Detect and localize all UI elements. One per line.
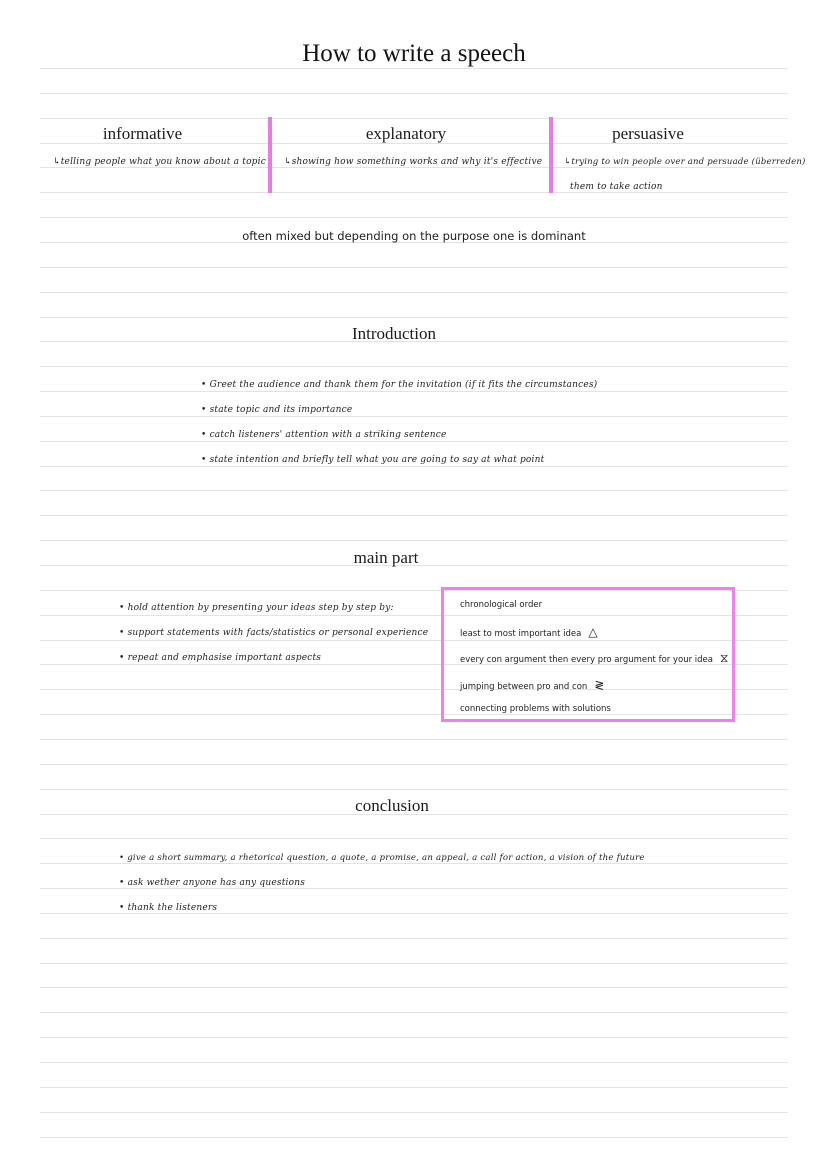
type-heading-persuasive: persuasive xyxy=(612,124,684,143)
ruled-line xyxy=(40,416,788,417)
ruled-line xyxy=(40,292,788,293)
type-note-explanatory: ↳showing how something works and why it's effective xyxy=(284,157,543,167)
ruled-lines xyxy=(40,0,788,1171)
page-title: How to write a speech xyxy=(302,40,526,67)
ruled-line xyxy=(40,1062,788,1063)
ruled-line xyxy=(40,938,788,939)
ruled-line xyxy=(40,987,788,988)
type-note-informative: ↳telling people what you know about a topic xyxy=(53,157,266,167)
ruled-line xyxy=(40,118,788,119)
list-item: • ask wether anyone has any questions xyxy=(119,878,306,888)
type-note-persuasive: ↳trying to win people over and persuade (überreden) xyxy=(564,157,806,167)
type-note-persuasive-cont: them to take action xyxy=(570,182,663,192)
ruled-line xyxy=(40,888,788,889)
ruled-line xyxy=(40,490,788,491)
ruled-line xyxy=(40,764,788,765)
ruled-line xyxy=(40,963,788,964)
ruled-line xyxy=(40,391,788,392)
ruled-line xyxy=(40,789,788,790)
ruled-line xyxy=(40,1087,788,1088)
ruled-line xyxy=(40,68,788,69)
ruled-line xyxy=(40,1012,788,1013)
ruled-line xyxy=(40,913,788,914)
box-item-jumping: jumping between pro and con ≷ xyxy=(460,678,605,692)
list-item: • thank the listeners xyxy=(119,903,218,913)
section-heading-main-part: main part xyxy=(353,548,419,567)
list-item: • support statements with facts/statistics or personal experience xyxy=(119,628,429,638)
type-heading-explanatory: explanatory xyxy=(365,124,447,143)
ruled-line xyxy=(40,1037,788,1038)
zigzag-icon: ≷ xyxy=(594,678,605,692)
box-item-problems-solutions: connecting problems with solutions xyxy=(460,704,611,714)
box-item-least-to-most: least to most important idea △ xyxy=(460,625,598,639)
ruled-line xyxy=(40,1137,788,1138)
hourglass-icon: ⧖ xyxy=(719,651,729,665)
ruled-line xyxy=(40,441,788,442)
triangle-icon: △ xyxy=(588,625,598,639)
type-heading-informative: informative xyxy=(102,124,183,143)
list-item: • give a short summary, a rhetorical question, a quote, a promise, an appeal, a call for action, a vision of the future xyxy=(119,853,645,863)
list-item: • catch listeners' attention with a striking sentence xyxy=(201,430,447,440)
list-item: • hold attention by presenting your ideas step by step by: xyxy=(119,603,394,613)
box-item-chronological: chronological order xyxy=(460,600,543,610)
ruled-line xyxy=(40,1112,788,1113)
ruled-line xyxy=(40,93,788,94)
list-item: • state topic and its importance xyxy=(201,405,353,415)
ruled-line xyxy=(40,317,788,318)
section-heading-conclusion: conclusion xyxy=(355,796,429,815)
ruled-line xyxy=(40,466,788,467)
ruled-line xyxy=(40,192,788,193)
mixed-note: often mixed but depending on the purpose one is dominant xyxy=(242,229,586,243)
list-item: • state intention and briefly tell what you are going to say at what point xyxy=(201,455,545,465)
ruled-line xyxy=(40,366,788,367)
ruled-line xyxy=(40,267,788,268)
ruled-line xyxy=(40,863,788,864)
box-item-con-then-pro: every con argument then every pro argument for your idea ⧖ xyxy=(460,651,729,665)
section-heading-introduction: Introduction xyxy=(351,324,437,343)
ruled-line xyxy=(40,167,788,168)
list-item: • repeat and emphasise important aspects xyxy=(119,653,322,663)
ruled-line xyxy=(40,217,788,218)
ruled-line xyxy=(40,739,788,740)
list-item: • Greet the audience and thank them for the invitation (if it fits the circumstances) xyxy=(201,380,598,390)
ruled-line xyxy=(40,540,788,541)
ruled-line xyxy=(40,515,788,516)
ruled-line xyxy=(40,838,788,839)
